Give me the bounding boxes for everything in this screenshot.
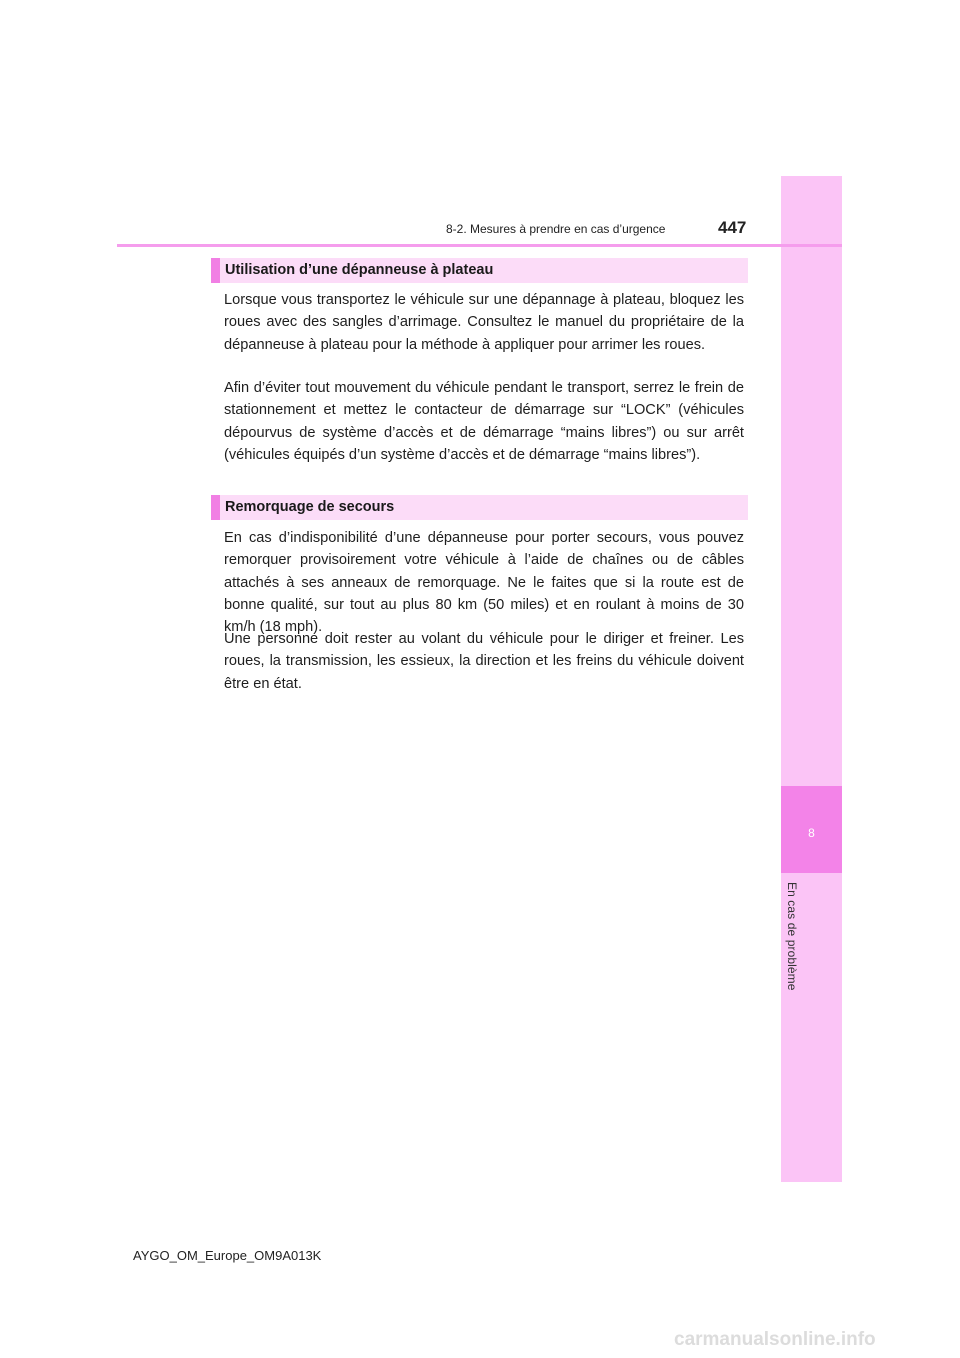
footer-document-code: AYGO_OM_Europe_OM9A013K [133, 1248, 322, 1263]
section-heading-flatbed-truck [211, 258, 748, 283]
chapter-number: 8 [808, 826, 815, 840]
header-rule [117, 244, 842, 247]
paragraph: Afin d’éviter tout mouvement du véhicule pendant le transport, serrez le frein de stationnement et mettez le contacteur de démarrage sur “LOCK” (véhicules dépourvus de système d’accès et de démarrage “mains libres”) ou sur arrêt (véhicules équipés d’un système d’accès et de démarrage “mains libres”). [224, 380, 744, 463]
section-heading-emergency-towing [211, 495, 748, 520]
paragraph: En cas d’indisponibilité d’une dépanneuse pour porter secours, vous pouvez remorquer provisoirement votre véhicule à l’aide de chaînes ou de câbles attachés à ses anneaux de remorquage. Ne le faites que si la route est de bonne qualité, sur tout au plus 80 km (50 miles) et en roulant à moins de 30 km/h (18 mph). [224, 530, 744, 636]
paragraph: Une personne doit rester au volant du véhicule pour le diriger et freiner. Les roues, la transmission, les essieux, la direction et les freins du véhicule doivent être en état. [224, 631, 744, 692]
watermark: carmanualsonline.info [674, 1329, 876, 1350]
section-heading-label: Utilisation d’une dépanneuse à plateau [225, 262, 494, 278]
page-number: 447 [718, 218, 747, 237]
chapter-side-tab [781, 176, 842, 1182]
section-heading-label: Remorquage de secours [225, 499, 395, 515]
chapter-title: En cas de problème [785, 882, 799, 991]
running-header-section-title: 8-2. Mesures à prendre en cas d’urgence [446, 222, 666, 236]
paragraph: Lorsque vous transportez le véhicule sur une dépannage à plateau, bloquez les roues avec des sangles d’arrimage. Consultez le manuel du propriétaire de la dépanneuse à plateau pour la méthode à appliquer pour arrimer les roues. [224, 292, 744, 353]
